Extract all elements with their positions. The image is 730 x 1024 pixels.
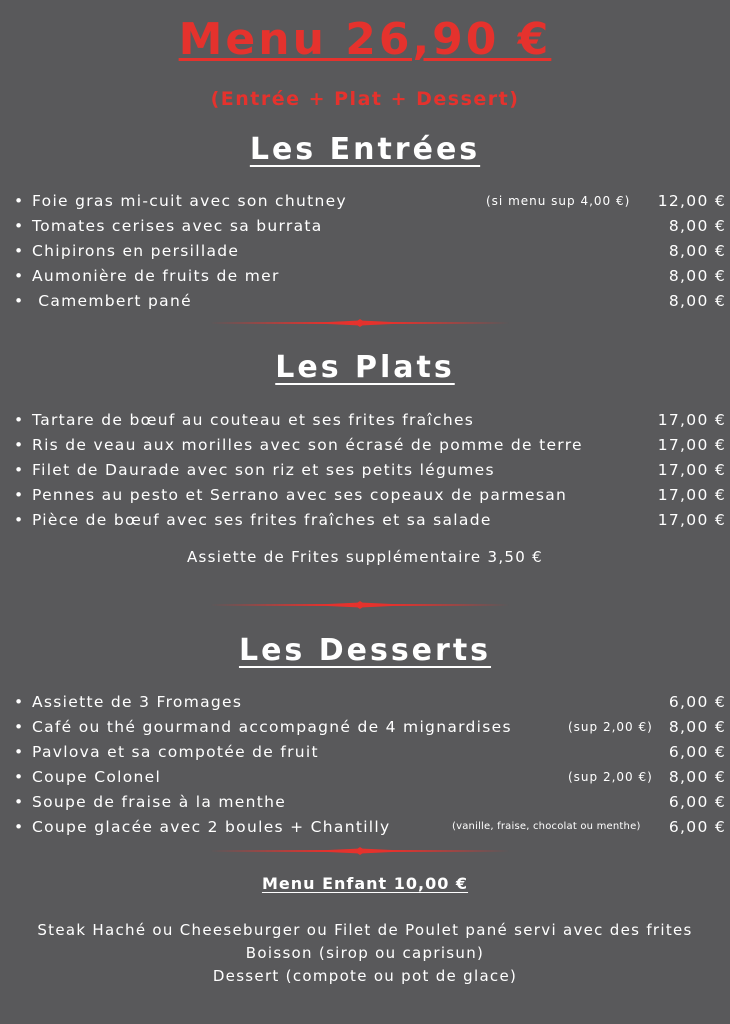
- item-price: 8,00 €: [668, 242, 726, 260]
- bullet-icon: •: [14, 436, 25, 454]
- item-name: Pavlova et sa compotée de fruit: [32, 743, 319, 761]
- item-price: 8,00 €: [668, 267, 726, 285]
- item-price: 12,00 €: [657, 192, 726, 210]
- list-item: [14, 715, 726, 739]
- list-item: [14, 508, 726, 532]
- item-note: (si menu sup 4,00 €): [486, 194, 631, 208]
- item-price: 8,00 €: [668, 768, 726, 786]
- list-item: [14, 483, 726, 507]
- item-note: (sup 2,00 €): [568, 770, 653, 784]
- list-item: [14, 239, 726, 263]
- item-price: 6,00 €: [668, 818, 726, 836]
- item-price: 8,00 €: [668, 217, 726, 235]
- item-price: 8,00 €: [668, 292, 726, 310]
- bullet-icon: •: [14, 486, 25, 504]
- item-name: Camembert pané: [32, 292, 192, 310]
- item-note: (sup 2,00 €): [568, 720, 653, 734]
- item-price: 17,00 €: [657, 436, 726, 454]
- kids-menu-line: Steak Haché ou Cheeseburger ou Filet de Poulet pané servi avec des frites: [37, 921, 693, 939]
- item-price: 17,00 €: [657, 411, 726, 429]
- item-price: 6,00 €: [668, 793, 726, 811]
- menu-title: Menu 26,90 €: [178, 14, 552, 65]
- divider-ornament: [210, 845, 510, 857]
- item-name: Filet de Daurade avec son riz et ses petits légumes: [32, 461, 495, 479]
- item-name: Assiette de 3 Fromages: [32, 693, 243, 711]
- list-item: [14, 790, 726, 814]
- menu-subtitle: (Entrée + Plat + Dessert): [210, 88, 520, 110]
- item-price: 8,00 €: [668, 718, 726, 736]
- item-name: Chipirons en persillade: [32, 242, 240, 260]
- bullet-icon: •: [14, 411, 25, 429]
- item-name: Tartare de bœuf au couteau et ses frites fraîches: [32, 411, 475, 429]
- list-item: [14, 214, 726, 238]
- list-item: [14, 740, 726, 764]
- item-name: Pièce de bœuf avec ses frites fraîches et sa salade: [32, 511, 492, 529]
- bullet-icon: •: [14, 511, 25, 529]
- list-item: [14, 408, 726, 432]
- section-title-plats: Les Plats: [275, 350, 455, 385]
- item-name: Coupe glacée avec 2 boules + Chantilly: [32, 818, 391, 836]
- item-name: Coupe Colonel: [32, 768, 162, 786]
- item-name: Pennes au pesto et Serrano avec ses copeaux de parmesan: [32, 486, 568, 504]
- bullet-icon: •: [14, 793, 25, 811]
- item-note: (vanille, fraise, chocolat ou menthe): [452, 821, 641, 832]
- list-item: [14, 289, 726, 313]
- divider-ornament: [210, 599, 510, 611]
- item-price: 6,00 €: [668, 693, 726, 711]
- bullet-icon: •: [14, 292, 25, 310]
- list-item: [14, 815, 726, 839]
- list-item: [14, 189, 726, 213]
- item-name: Tomates cerises avec sa burrata: [32, 217, 323, 235]
- bullet-icon: •: [14, 242, 25, 260]
- list-item: [14, 690, 726, 714]
- section-title-desserts: Les Desserts: [238, 633, 492, 668]
- bullet-icon: •: [14, 217, 25, 235]
- extra-fries-note: Assiette de Frites supplémentaire 3,50 €: [186, 548, 544, 566]
- kids-menu-line: Dessert (compote ou pot de glace): [212, 967, 518, 985]
- bullet-icon: •: [14, 192, 25, 210]
- section-title-entrees: Les Entrées: [249, 132, 481, 167]
- item-name: Foie gras mi-cuit avec son chutney: [32, 192, 347, 210]
- item-name: Soupe de fraise à la menthe: [32, 793, 287, 811]
- bullet-icon: •: [14, 461, 25, 479]
- item-price: 17,00 €: [657, 461, 726, 479]
- item-price: 17,00 €: [657, 511, 726, 529]
- bullet-icon: •: [14, 818, 25, 836]
- list-item: [14, 765, 726, 789]
- bullet-icon: •: [14, 718, 25, 736]
- list-item: [14, 433, 726, 457]
- item-price: 17,00 €: [657, 486, 726, 504]
- item-name: Ris de veau aux morilles avec son écrasé de pomme de terre: [32, 436, 583, 454]
- bullet-icon: •: [14, 743, 25, 761]
- bullet-icon: •: [14, 768, 25, 786]
- item-price: 6,00 €: [668, 743, 726, 761]
- bullet-icon: •: [14, 693, 25, 711]
- kids-menu-line: Boisson (sirop ou caprisun): [245, 944, 485, 962]
- bullet-icon: •: [14, 267, 25, 285]
- divider-ornament: [210, 317, 510, 329]
- item-name: Aumonière de fruits de mer: [32, 267, 280, 285]
- list-item: [14, 264, 726, 288]
- item-name: Café ou thé gourmand accompagné de 4 mignardises: [32, 718, 512, 736]
- kids-menu-title: Menu Enfant 10,00 €: [261, 874, 469, 893]
- list-item: [14, 458, 726, 482]
